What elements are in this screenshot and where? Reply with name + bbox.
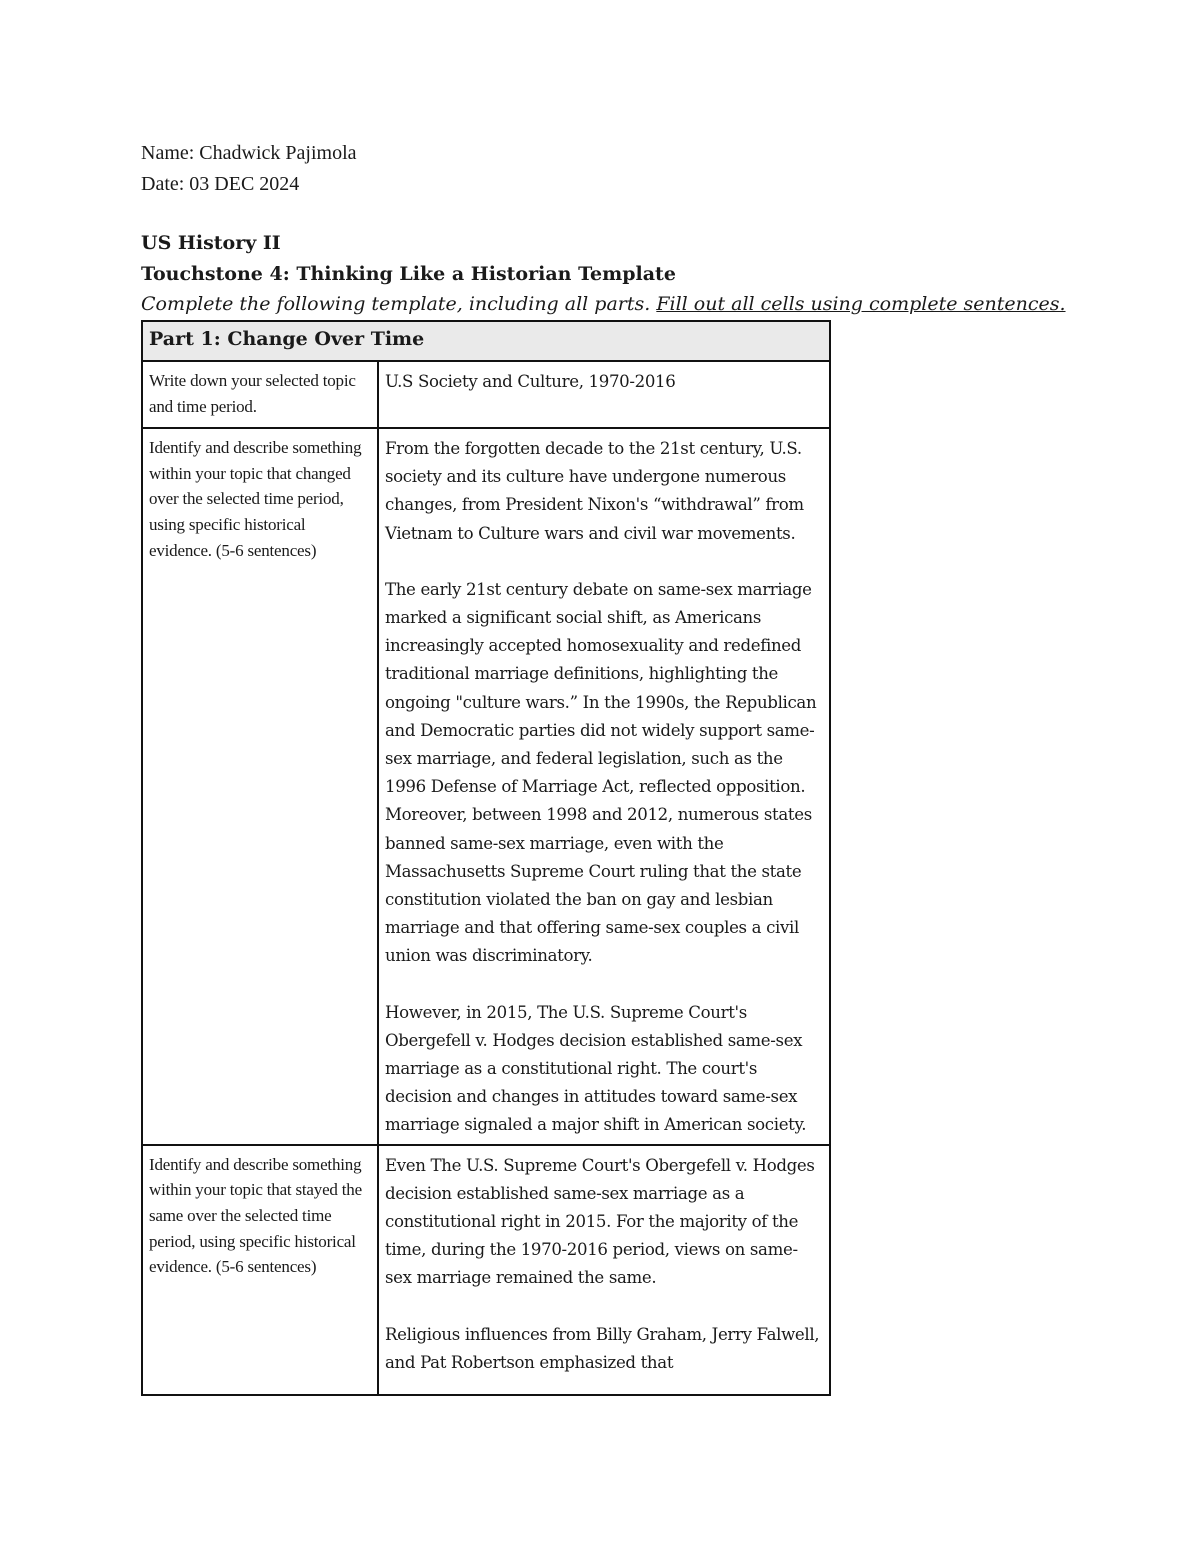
prompt-cell: Identify and describe something within your topic that changed over the selected time period, using specific historical evidence. (5-6 sentences) (142, 428, 378, 1145)
prompt-cell: Identify and describe something within your topic that stayed the same over the selected time period, using specific historical evidence. (5-6 sentences) (142, 1145, 378, 1395)
answer-cell[interactable] (378, 428, 830, 1145)
assignment-title: Touchstone 4: Thinking Like a Historian Template (141, 263, 676, 285)
instructions (141, 290, 1066, 318)
spacer (141, 200, 1061, 228)
table-header-row (142, 321, 830, 361)
part-title: Part 1: Change Over Time (142, 321, 830, 361)
table-row (142, 428, 830, 1145)
student-name: Name: Chadwick Pajimola (141, 142, 357, 164)
answer-paragraph: Even The U.S. Supreme Court's Obergefell v. Hodges decision established same-sex marriage as a constitutional right in 2015. For the majority of the time, during the 1970-2016 period, views on same-sex marriage remained the same. (385, 1155, 815, 1288)
document-page (141, 138, 1066, 1396)
answer-cell[interactable] (378, 361, 830, 428)
prompt-cell: Write down your selected topic and time period. (142, 361, 378, 428)
instructions-underlined: Fill out all cells using complete sentences. (656, 293, 1066, 315)
table-row (142, 361, 830, 428)
answer-paragraph: From the forgotten decade to the 21st century, U.S. society and its culture have undergone numerous changes, from President Nixon's “withdrawal” from Vietnam to Culture wars and civil war movements. (385, 439, 804, 543)
answer-paragraph: However, in 2015, The U.S. Supreme Court's Obergefell v. Hodges decision established same-sex marriage as a constitutional right. The court's decision and changes in attitudes toward same-sex marriage signaled a major shift in American society. (385, 1002, 807, 1135)
answer-paragraph: The early 21st century debate on same-sex marriage marked a significant social shift, as Americans increasingly accepted homosexuality and redefined traditional marriage definitions, highlighting the ongoing "culture wars.” In the 1990s, the Republican and Democratic parties did not widely support same-sex marriage, and federal legislation, such as the 1996 Defense of Marriage Act, reflected opposition. Moreover, between 1998 and 2012, numerous states banned same-sex marriage, even with the Massachusetts Supreme Court ruling that the state constitution violated the ban on gay and lesbian marriage and that offering same-sex couples a civil union was discriminatory. (385, 579, 817, 966)
answer-paragraph: Religious influences from Billy Graham, Jerry Falwell, and Pat Robertson emphasized that (385, 1324, 820, 1372)
instructions-text: Complete the following template, including all parts. (141, 293, 657, 315)
table-row (142, 1145, 830, 1395)
template-table (141, 320, 831, 1396)
answer-paragraph: U.S Society and Culture, 1970-2016 (385, 372, 676, 391)
submission-date: Date: 03 DEC 2024 (141, 173, 300, 195)
course-title: US History II (141, 232, 281, 254)
answer-cell[interactable] (378, 1145, 830, 1395)
